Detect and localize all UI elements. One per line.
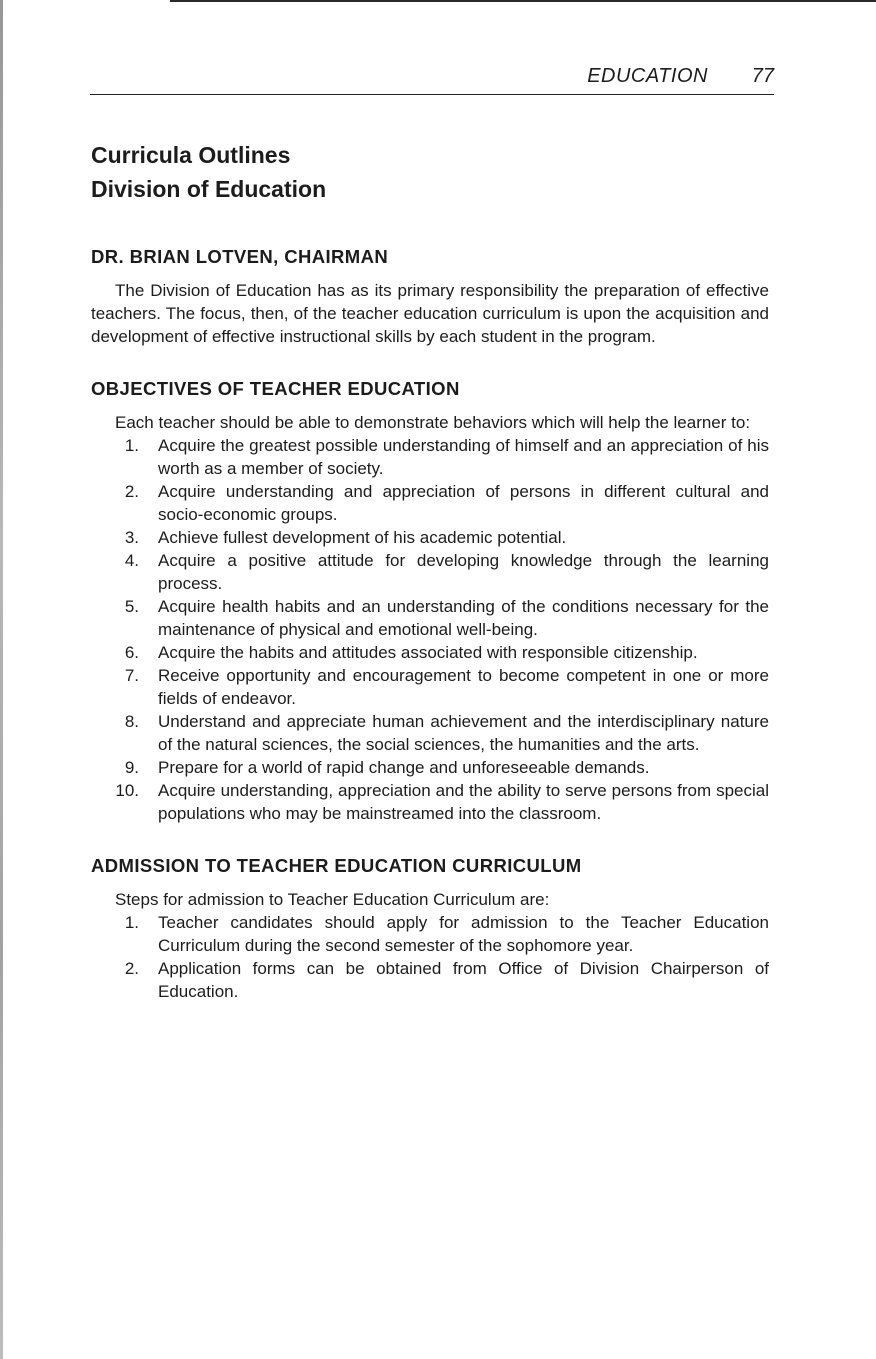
item-text: Acquire the habits and attitudes associated with responsible citizenship. <box>158 643 698 662</box>
item-number: 5. <box>124 597 139 616</box>
list-item <box>91 549 769 595</box>
objectives-lead: Each teacher should be able to demonstrate behaviors which will help the learner to: <box>115 413 751 432</box>
running-head-section: EDUCATION <box>587 65 708 87</box>
item-text: Application forms can be obtained from Office of Division Chairperson of Education. <box>158 959 769 1001</box>
item-number: 2. <box>124 482 139 501</box>
chairman-heading: DR. BRIAN LOTVEN, CHAIRMAN <box>91 246 389 267</box>
item-text: Acquire health habits and an understanding of the conditions necessary for the maintenance of physical and emotional well-being. <box>158 597 769 639</box>
item-text: Acquire a positive attitude for developing knowledge through the learning process. <box>158 551 769 593</box>
list-item <box>91 664 769 710</box>
admission-lead: Steps for admission to Teacher Education Curriculum are: <box>115 890 550 909</box>
item-text: Acquire understanding and appreciation of persons in different cultural and socio-economic groups. <box>158 482 769 524</box>
item-number: 2. <box>124 959 139 978</box>
item-text: Prepare for a world of rapid change and unforeseeable demands. <box>158 758 650 777</box>
item-number: 3. <box>124 528 139 547</box>
list-item <box>91 641 769 664</box>
page-title-line-2: Division of Education <box>91 176 327 202</box>
list-item <box>91 911 769 957</box>
intro-paragraph: The Division of Education has as its primary responsibility the preparation of effective teachers. The focus, then, of the teacher education curriculum is upon the acquisition and development of effective instructional skills by each student in the program. <box>91 281 769 346</box>
item-text: Acquire understanding, appreciation and the ability to serve persons from special populations who may be mainstreamed into the classroom. <box>158 781 769 823</box>
item-number: 1. <box>124 436 139 455</box>
objectives-heading: OBJECTIVES OF TEACHER EDUCATION <box>91 378 460 399</box>
admission-list <box>91 911 769 1003</box>
admission-heading: ADMISSION TO TEACHER EDUCATION CURRICULUM <box>91 855 582 876</box>
page-number: 77 <box>751 65 774 87</box>
item-text: Acquire the greatest possible understanding of himself and an appreciation of his worth as a member of society. <box>158 436 769 478</box>
list-item <box>91 957 769 1003</box>
item-text: Understand and appreciate human achievement and the interdisciplinary nature of the natural sciences, the social sciences, the humanities and the arts. <box>158 712 769 754</box>
item-number: 1. <box>124 913 139 932</box>
item-number: 8. <box>124 712 139 731</box>
list-item <box>91 434 769 480</box>
objectives-list <box>91 434 769 825</box>
item-number: 6. <box>124 643 139 662</box>
item-number: 9. <box>124 758 139 777</box>
item-number: 7. <box>124 666 139 685</box>
page-body <box>91 138 769 1003</box>
item-number: 4. <box>124 551 139 570</box>
list-item <box>91 526 769 549</box>
list-item <box>91 595 769 641</box>
item-number: 10. <box>115 781 139 800</box>
page-title-line-1: Curricula Outlines <box>91 142 291 168</box>
running-head <box>90 64 774 95</box>
list-item <box>91 756 769 779</box>
page-scan-edge <box>0 0 3 1359</box>
list-item <box>91 480 769 526</box>
list-item <box>91 779 769 825</box>
item-text: Teacher candidates should apply for admission to the Teacher Education Curriculum during the second semester of the sophomore year. <box>158 913 769 955</box>
top-edge-rule <box>170 0 876 2</box>
item-text: Receive opportunity and encouragement to become competent in one or more fields of endeavor. <box>158 666 769 708</box>
item-text: Achieve fullest development of his academic potential. <box>158 528 567 547</box>
list-item <box>91 710 769 756</box>
